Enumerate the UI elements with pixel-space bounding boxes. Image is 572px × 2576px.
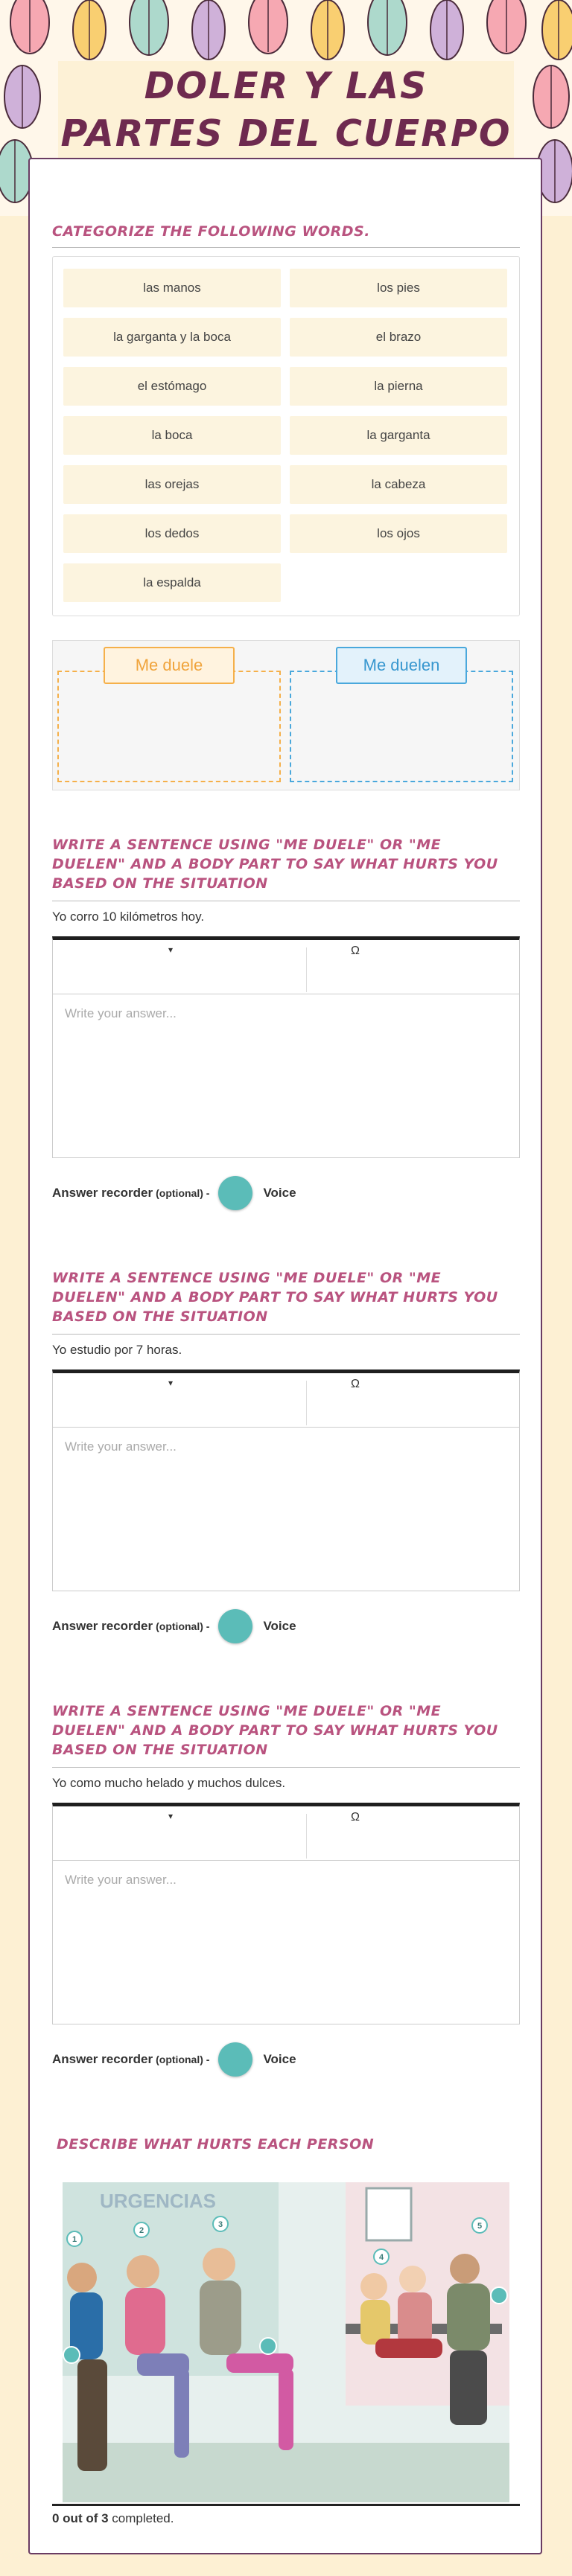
recorder-label: Answer recorder (52, 1186, 153, 1200)
editor-toolbar (52, 1803, 520, 1861)
editor-toolbar (52, 1370, 520, 1428)
draggable-word[interactable]: los pies (290, 269, 507, 307)
recorder-optional: (optional) - (156, 1187, 210, 1199)
voice-label: Voice (263, 1186, 296, 1200)
marker-2: 2 (139, 2226, 144, 2235)
divider (52, 247, 520, 248)
bin-label-me-duele: Me duele (104, 647, 235, 684)
recorder-optional: (optional) - (156, 2054, 210, 2065)
bin-me-duele[interactable] (57, 671, 281, 782)
record-button[interactable] (218, 2042, 252, 2077)
word-bank (52, 256, 520, 616)
editor-toolbar (52, 936, 520, 994)
record-button[interactable] (218, 1609, 252, 1643)
worksheet-card (28, 158, 542, 2554)
prompt-3-heading: WRITE A SENTENCE USING "ME DUELE" OR "ME DUELEN" AND A BODY PART TO SAY WHAT HURTS YOU BASED ON THE SITUATION (52, 1703, 498, 1758)
toolbar-separator (306, 947, 307, 992)
hotspot-button[interactable] (63, 2347, 80, 2363)
draggable-word[interactable]: la espalda (63, 563, 281, 602)
voice-label: Voice (263, 1619, 296, 1633)
record-button[interactable] (218, 1176, 252, 1210)
prompt-3-editor (52, 1803, 520, 2024)
draggable-word[interactable]: los dedos (63, 514, 281, 553)
draggable-word[interactable]: los ojos (290, 514, 507, 553)
draggable-word[interactable]: la garganta y la boca (63, 318, 281, 357)
draggable-word[interactable]: las orejas (63, 465, 281, 504)
toolbar-separator (306, 1814, 307, 1859)
describe-heading: DESCRIBE WHAT HURTS EACH PERSON (57, 2136, 375, 2152)
draggable-word[interactable]: la garganta (290, 416, 507, 455)
hotspot-button[interactable] (491, 2287, 507, 2304)
special-characters-button[interactable]: Ω (351, 1378, 360, 1390)
prompt-3-situation: Yo como mucho helado y muchos dulces. (52, 1776, 286, 1790)
answer-recorder (52, 1176, 296, 1210)
draggable-word[interactable]: la boca (63, 416, 281, 455)
prompt-1-editor (52, 936, 520, 1158)
special-characters-button[interactable]: Ω (351, 1811, 360, 1824)
format-dropdown[interactable]: ▾ (168, 1378, 174, 1388)
divider (52, 2504, 520, 2506)
draggable-word[interactable]: el brazo (290, 318, 507, 357)
toolbar-separator (306, 1381, 307, 1425)
prompt-1-heading: WRITE A SENTENCE USING "ME DUELE" OR "ME DUELEN" AND A BODY PART TO SAY WHAT HURTS YOU BASED ON THE SITUATION (52, 837, 498, 892)
prompt-2-heading: WRITE A SENTENCE USING "ME DUELE" OR "ME DUELEN" AND A BODY PART TO SAY WHAT HURTS YOU BASED ON THE SITUATION (52, 1270, 498, 1325)
bin-label-me-duelen: Me duelen (336, 647, 467, 684)
categorize-heading: CATEGORIZE THE FOLLOWING WORDS. (52, 223, 370, 240)
draggable-word[interactable]: el estómago (63, 367, 281, 406)
marker-1: 1 (72, 2235, 77, 2244)
answer-input[interactable]: Write your answer... (52, 994, 520, 1158)
divider (52, 1767, 520, 1768)
marker-3: 3 (217, 2220, 223, 2229)
answer-recorder (52, 1609, 296, 1643)
progress-count: 0 out of 3 (52, 2511, 109, 2525)
answer-input[interactable]: Write your answer... (52, 1861, 520, 2024)
special-characters-button[interactable]: Ω (351, 945, 360, 957)
answer-input[interactable]: Write your answer... (52, 1428, 520, 1591)
waiting-room-illustration (63, 2182, 509, 2502)
format-dropdown[interactable]: ▾ (168, 945, 174, 955)
prompt-2-editor (52, 1370, 520, 1591)
progress-suffix: completed. (112, 2511, 174, 2525)
format-dropdown[interactable]: ▾ (168, 1811, 174, 1821)
hotspot-button[interactable] (260, 2338, 276, 2354)
draggable-word[interactable]: la pierna (290, 367, 507, 406)
marker-4: 4 (378, 2253, 384, 2262)
sign-urgencias: URGENCIAS (100, 2190, 217, 2212)
title-box (58, 61, 514, 158)
recorder-label: Answer recorder (52, 2052, 153, 2066)
page-title: DOLER Y LAS PARTES DEL CUERPO (60, 65, 512, 155)
divider (52, 1334, 520, 1335)
recorder-label: Answer recorder (52, 1619, 153, 1633)
draggable-word[interactable]: las manos (63, 269, 281, 307)
recorder-optional: (optional) - (156, 1620, 210, 1632)
category-bins (52, 640, 520, 790)
answer-recorder (52, 2042, 296, 2077)
voice-label: Voice (263, 2052, 296, 2066)
bin-me-duelen[interactable] (290, 671, 513, 782)
progress-status (52, 2511, 174, 2526)
prompt-1-situation: Yo corro 10 kilómetros hoy. (52, 910, 205, 924)
person-4 (360, 2273, 390, 2345)
prompt-2-situation: Yo estudio por 7 horas. (52, 1343, 182, 1357)
marker-5: 5 (477, 2222, 483, 2231)
draggable-word[interactable]: la cabeza (290, 465, 507, 504)
window (366, 2188, 411, 2240)
